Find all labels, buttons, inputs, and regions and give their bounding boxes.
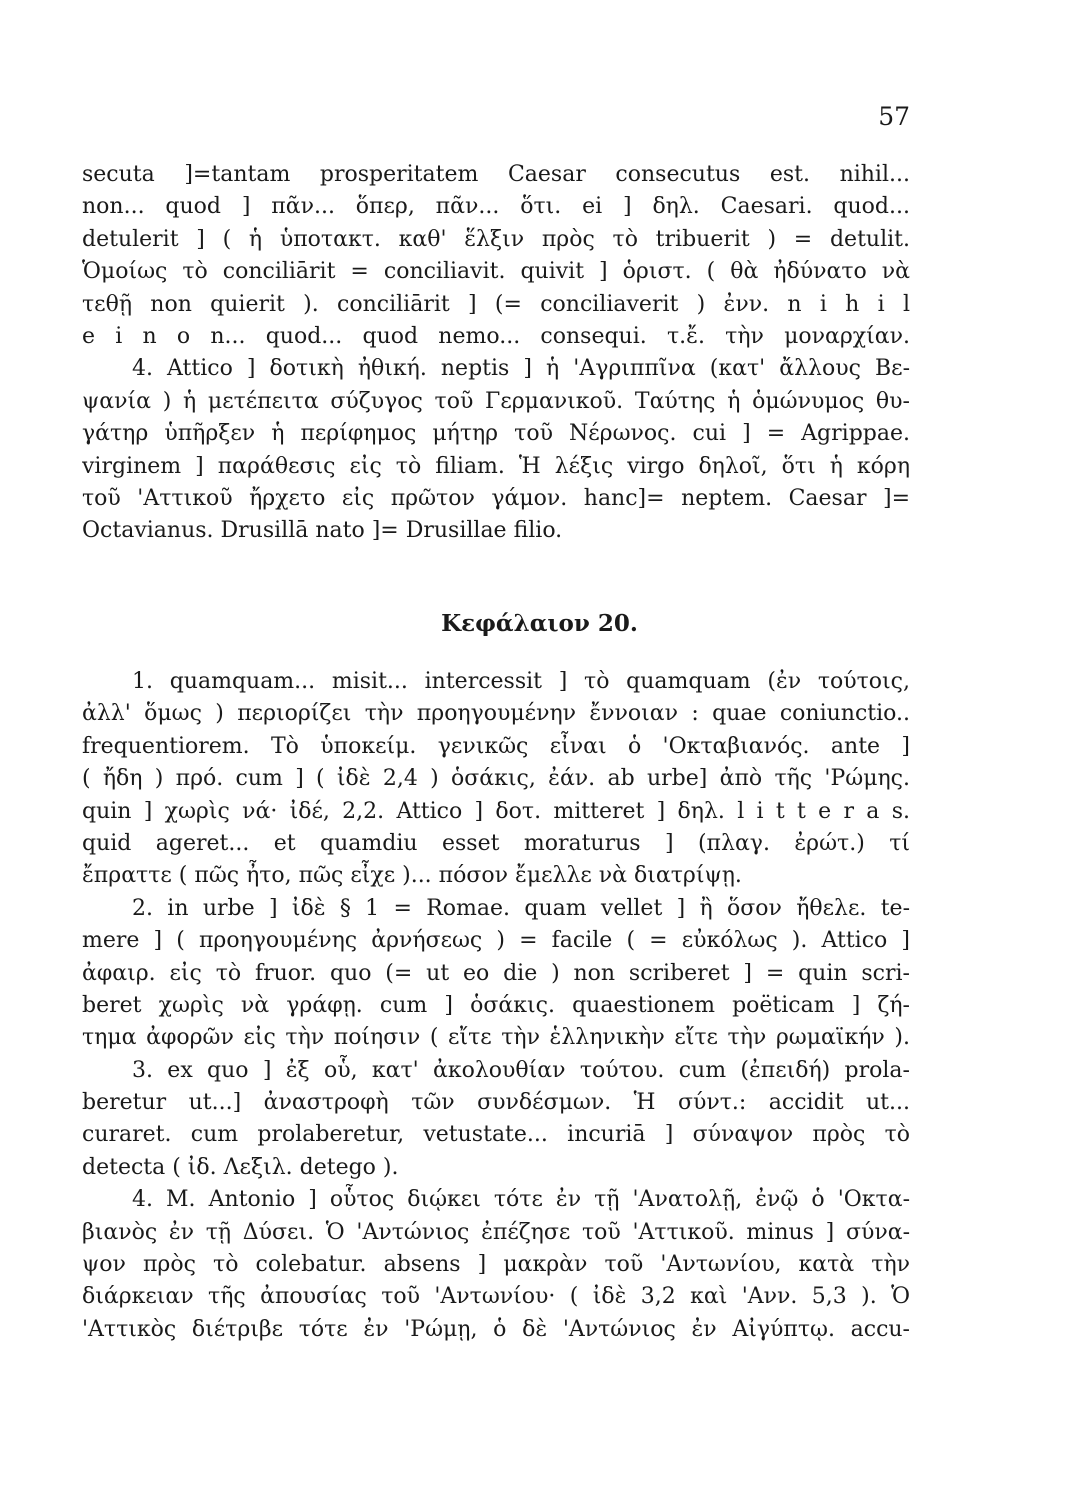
text-line: 'Αττικὸς διέτριβε τότε ἐν 'Ρώμῃ, ὁ δὲ 'Αντώνιος ἐν Αἰγύπτῳ. accu-	[82, 1316, 910, 1342]
chapter-heading: Κεφάλαιον 20.	[441, 610, 638, 637]
text-line: detecta ( ἰδ. Λεξιλ. detego ).	[82, 1154, 399, 1180]
text-line: 4. M. Antonio ] οὗτος διῴκει τότε ἐν τῇ 'Ανατολῇ, ἐνῷ ὁ 'Οκτα-	[132, 1187, 910, 1213]
text-line: 3. ex quo ] ἐξ οὗ, κατ' ἀκολουθίαν τούτου. cum (ἐπειδή) prola-	[132, 1057, 910, 1083]
text-line: ἀφαιρ. εἰς τὸ fruor. quo (= ut eo die ) non scriberet ] = quin scri-	[82, 960, 910, 986]
text-line: διάρκειαν τῆς ἀπουσίας τοῦ 'Αντωνίου· ( ἰδὲ 3,2 καὶ 'Ανν. 5,3 ). Ὁ	[82, 1284, 910, 1310]
commentary-block-chapter-20	[82, 666, 910, 1346]
text-line: ψανία ) ἡ μετέπειτα σύζυγος τοῦ Γερμανικοῦ. Ταύτης ἡ ὁμώνυμος θυ-	[82, 388, 910, 414]
commentary-block-chapter-19	[82, 159, 910, 548]
text-line: ψον πρὸς τὸ colebatur. absens ] μακρὰν τοῦ 'Αντωνίου, κατὰ τὴν	[82, 1252, 910, 1278]
text-line: τεθῇ non quierit ). conciliārit ] (= conciliaverit ) ἐνν. n i h i l	[82, 291, 910, 317]
text-line: ( ἤδη ) πρό. cum ] ( ἰδὲ 2,4 ) ὁσάκις, ἐάν. ab urbe] ἀπὸ τῆς 'Ρώμης.	[82, 766, 910, 792]
text-line: γάτηρ ὑπῆρξεν ἡ περίφημος μήτηρ τοῦ Νέρωνος. cui ] = Agrippae.	[82, 421, 910, 447]
text-line: Ὁμοίως τὸ conciliārit = conciliavit. quivit ] ὁριστ. ( θὰ ἠδύνατο νὰ	[82, 259, 910, 285]
text-line: mere ] ( προηγουμένης ἀρνήσεως ) = facile ( = εὐκόλως ). Attico ]	[82, 928, 910, 954]
text-line: detulerit ] ( ἡ ὑποτακτ. καθ' ἕλξιν πρὸς τὸ tribuerit ) = detulit.	[82, 226, 910, 252]
text-line: e i n o n... quod... quod nemo... consequi. τ.ἔ. τὴν μοναρχίαν.	[82, 323, 910, 349]
text-line: ἔπραττε ( πῶς ἦτο, πῶς εἶχε )... πόσον ἔμελλε νὰ διατρίψῃ.	[82, 863, 742, 889]
text-line: 2. in urbe ] ἰδὲ § 1 = Romae. quam vellet ] ἢ ὅσον ἤθελε. te-	[132, 895, 910, 921]
text-line: frequentiorem. Τὸ ὑποκείμ. γενικῶς εἶναι ὁ 'Οκταβιανός. ante ]	[82, 733, 910, 759]
text-line: ἀλλ' ὅμως ) περιορίζει τὴν προηγουμένην ἔννοιαν : quae coniunctio..	[82, 701, 910, 727]
text-line: non... quod ] πᾶν... ὅπερ, πᾶν... ὅτι. ei ] δηλ. Caesari. quod...	[82, 194, 910, 220]
text-line: Octavianus. Drusillā nato ]= Drusillae filio.	[82, 518, 563, 544]
text-line: quin ] χωρὶς νά· ἰδέ, 2,2. Attico ] δοτ. mitteret ] δηλ. l i t t e r a s.	[82, 798, 910, 824]
text-line: virginem ] παράθεσις εἰς τὸ filiam. Ἡ λέξις virgo δηλοῖ, ὅτι ἡ κόρη	[82, 453, 910, 479]
text-line: τημα ἀφορῶν εἰς τὴν ποίησιν ( εἴτε τὴν ἑλληνικὴν εἴτε τὴν ρωμαϊκήν ).	[82, 1025, 910, 1051]
text-line: βιανὸς ἐν τῇ Δύσει. Ὁ 'Αντώνιος ἐπέζησε τοῦ 'Αττικοῦ. minus ] σύνα-	[82, 1219, 910, 1245]
text-line: τοῦ 'Αττικοῦ ἤρχετο εἰς πρῶτον γάμον. hanc]= neptem. Caesar ]=	[82, 485, 910, 511]
text-line: quid ageret... et quamdiu esset moraturus ] (πλαγ. ἐρώτ.) τί	[82, 830, 910, 856]
text-line: curaret. cum prolaberetur, vetustate... incuriā ] σύναψον πρὸς τὸ	[82, 1122, 910, 1148]
text-line: beret χωρὶς νὰ γράφῃ. cum ] ὁσάκις. quaestionem poëticam ] ζή-	[82, 992, 910, 1018]
text-line: 1. quamquam... misit... intercessit ] τὸ quamquam (ἐν τούτοις,	[132, 669, 910, 694]
page-number: 57	[878, 102, 910, 131]
text-line: 4. Attico ] δοτικὴ ἠθική. neptis ] ἡ 'Αγριππῖνα (κατ' ἄλλους Βε-	[132, 356, 910, 382]
text-line: beretur ut...] ἀναστροφὴ τῶν συνδέσμων. Ἡ σύντ.: accidit ut...	[82, 1090, 910, 1116]
text-line: secuta ]=tantam prosperitatem Caesar consecutus est. nihil...	[82, 162, 910, 187]
